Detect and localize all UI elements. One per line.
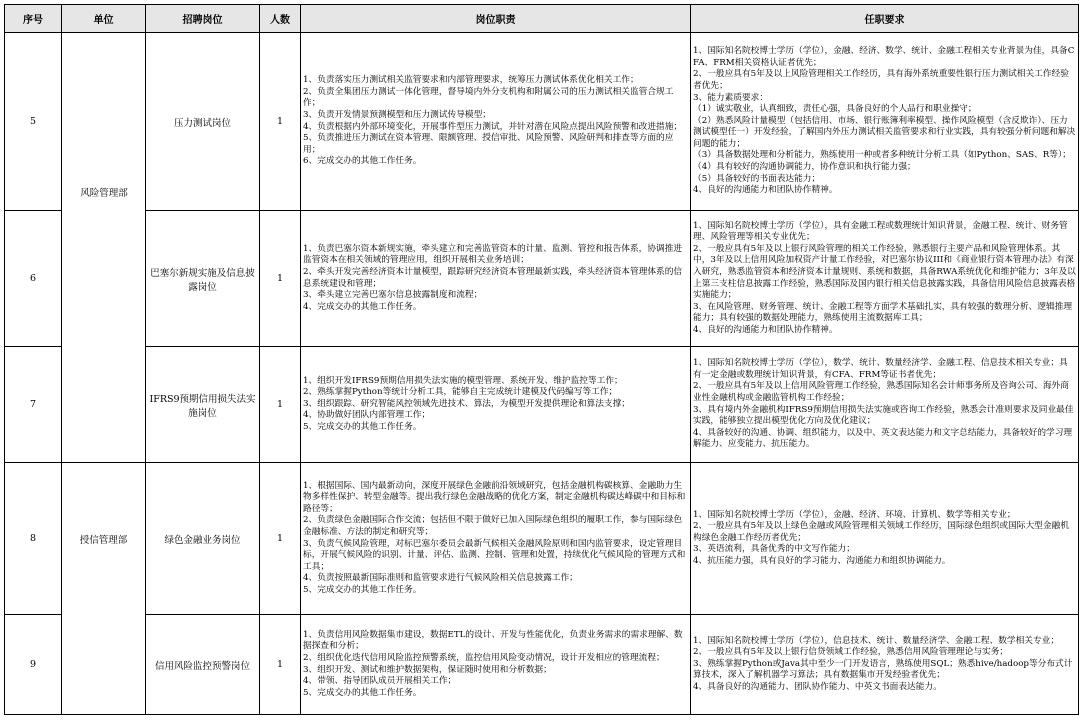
requirements-cell [691,33,1079,211]
seq-cell: 9 [5,615,62,715]
req-line: 1、国际知名院校博士学历（学位），金融、经济、数学、统计、金融工程相关专业背景为佳，具备CFA、FRM相关资格认证者优先； [693,46,1075,68]
req-line: 2、一般应具有5年及以上银行风险管理的相关工作经验，熟悉银行主要产品和风险管理体系。其中，3年及以上信用风险加权资产计量工作经验，对巴塞尔协议III和《商业银行资本管理办法》有深入研究，熟悉监管资本和经济资本计量规则、系统和数据，具备RWA系统优化和维护能力；3年及以上第三支柱信息披露工作经验，熟悉国际及国内银行相关信息披露实践，具备信用风险信息披露表格实施能力； [693,243,1076,301]
seq-cell: 6 [5,211,62,347]
header-unit: 单位 [62,5,146,33]
req-line: 4、抗压能力强，具有良好的学习能力、沟通能力和组织协调能力。 [693,555,951,566]
position-cell: 压力测试岗位 [146,33,260,211]
req-line: 4、具备较好的沟通、协调、组织能力，以及中、英文表达能力和文字总结能力，具备较好的学习理解能力、应变能力、抗压能力。 [693,427,1073,450]
duty-line: 3、组织跟踪、研究智能风控领域先进技术、算法，为模型开发提供理论和算法支撑； [303,398,630,409]
req-line: 2、一般应具有5年及以上绿色金融或风险管理相关领域工作经历，国际绿色组织或国际大型金融机构绿色金融工作经历者优先； [693,521,1069,543]
duty-line: 2、牵头开发完善经济资本计量模型，跟踪研究经济资本管理最新实践，牵头经济资本管理体系的信息系统建设和管理； [303,266,683,289]
req-line: 3、在风险管理、财务管理、统计、金融工程等方面学术基础扎实，具有较强的数理分析、逻辑推理能力；具有较强的数据处理能力，熟练使用主流数据库工具； [693,301,1073,324]
duty-line: 3、牵头建立完善巴塞尔信息披露制度和流程； [303,290,483,301]
duty-line: 3、组织开发、测试和维护数据架构，保证随时使用和分析数据； [303,664,552,675]
req-line: 1、国际知名院校博士学历（学位），金融、经济、环境、计算机、数学等相关专业； [693,509,1016,520]
table-row [5,347,1079,463]
duties-cell [301,615,691,715]
req-line: （4）具有较好的沟通协调能力，协作意识和执行能力强； [693,162,916,173]
duty-line: 5、完成交办的其他工作任务。 [303,421,422,432]
requirements-cell [691,347,1079,463]
duty-line: 2、负责全集团压力测试一体化管理，督导境内外分支机构和附属公司的压力测试相关监管合规工作； [303,86,674,109]
duties-cell [301,33,691,211]
header-seq: 序号 [5,5,62,33]
duty-line: 1、根据国际、国内最新动向，深度开展绿色金融前沿领域研究，包括金融机构碳核算、金融助力生物多样性保护、转型金融等。提出我行绿色金融战略的优化方案，制定金融机构碳达峰碳中和目标和路径等； [303,480,686,514]
position-cell: IFRS9预期信用损失法实施岗位 [146,347,260,463]
duty-line: 1、组织开发IFRS9预期信用损失法实施的模型管理、系统开发、维护监控等工作； [303,375,623,386]
seq-cell: 7 [5,347,62,463]
req-line: 4、具备良好的沟通能力、团队协作能力、中英文书面表达能力。 [693,681,942,692]
req-line: 1、国际知名院校博士学历（学位），数学、统计、数量经济学、金融工程、信息技术相关专业；具有一定金融或数理统计知识背景，有CFA、FRM等证书者优先； [693,358,1068,380]
req-line: 4、良好的沟通能力和团队协作精神。 [693,185,838,196]
table-row [5,211,1079,347]
duty-line: 5、完成交办的其他工作任务。 [303,584,422,595]
department-label: 风险管理部 [80,188,128,199]
requirements-cell [691,463,1079,615]
duties-cell [301,211,691,347]
table-row [5,463,1079,615]
count-cell: 1 [260,33,301,211]
duty-line: 2、熟练掌握Python等统计分析工具，能够自主完成统计建模及代码编写等工作； [303,387,618,398]
duty-line: 4、带领、指导团队成员开展相关工作； [303,676,457,687]
duty-line: 3、负责开发情景预测模型和压力测试传导模型； [303,109,491,120]
req-line: 2、一般应具有5年及以上信用风险管理工作经验，熟悉国际知名会计师事务所及咨询公司、海外商业性金融机构或金融监管机构工作经验； [693,381,1069,403]
duty-line: 1、负责落实压力测试相关监管要求和内部管理要求，统筹压力测试体系优化相关工作； [303,75,639,86]
seq-cell: 5 [5,33,62,211]
duty-line: 6、完成交办的其他工作任务。 [303,156,422,167]
table-row [5,33,1079,211]
count-cell: 1 [260,347,301,463]
header-duties: 岗位职责 [301,5,691,33]
duties-cell [301,463,691,615]
req-line: 1、国际知名院校博士学历（学位），具有金融工程或数理统计知识背景，金融工程、统计、财务管理、风险管理等相关专业优先； [693,220,1068,243]
header-requirements: 任职要求 [691,5,1079,33]
requirements-cell [691,211,1079,347]
duty-line: 2、负责绿色金融国际合作交流；包括但不限于做好已加入国际绿色组织的履职工作，参与国际绿色金融标准、方法的制定和研究等； [303,515,683,537]
table-row [5,615,1079,715]
duty-line: 1、负责信用风险数据集市建设，数据ETL的设计、开发与性能优化，负责业务需求的需求理解、数据探查和分析； [303,629,683,652]
req-line: 1、国际知名院校博士学历（学位），信息技术、统计、数量经济学、金融工程、数学相关专业； [693,635,1060,646]
req-line: 4、良好的沟通能力和团队协作精神。 [693,324,838,335]
duty-line: 4、负责按照最新国际准则和监管要求进行气候风险相关信息披露工作； [303,573,578,584]
count-cell: 1 [260,463,301,615]
position-cell: 绿色金融业务岗位 [146,463,260,615]
req-line: 3、具有境内外金融机构IFRS9预期信用损失法实施或咨询工作经验，熟悉会计准则要求及同业最佳实践，能够独立提出模型优化方向及优化建议； [693,404,1074,427]
req-line: （3）具备数据处理和分析能力，熟练使用一种或者多种统计分析工具（如Python、SAS、R等）； [693,150,1071,161]
req-line: 2、一般应具有5年及以上银行信贷领域工作经验，熟悉信用风险管理理论与实务； [693,647,1009,658]
seq-cell: 8 [5,463,62,615]
header-position: 招聘岗位 [146,5,260,33]
duty-line: 5、完成交办的其他工作任务。 [303,687,422,698]
req-line: 3、英语流利，具备优秀的中文写作能力； [693,544,855,555]
duties-cell [301,347,691,463]
count-cell: 1 [260,615,301,715]
duty-line: 1、负责巴塞尔资本新规实施，牵头建立和完善监管资本的计量、监测、管控和报告体系，协调推进监管资本在相关领域的管理应用，组织开展相关业务培训； [303,243,683,266]
duty-line: 3、负责气候风险管理，对标巴塞尔委员会最新气候相关金融风险原则和国内监管要求，设定管理目标，开展气候风险的识别、计量、评估、监测、控制、管理和处置，持续优化气候风险的管理方式和工具； [303,538,686,572]
department-cell-risk [62,33,146,463]
req-line: 3、能力素质要求： [693,92,769,103]
header-row [5,5,1079,33]
position-cell: 巴塞尔新规实施及信息披露岗位 [146,211,260,347]
duty-line: 2、组织优化迭代信用风险监控预警系统，监控信用风险变动情况，设计开发相应的管理流程； [303,652,665,663]
department-label: 授信管理部 [79,535,128,546]
header-count: 人数 [260,5,301,33]
department-label-risk-wrap [62,182,146,202]
duty-line: 4、完成交办的其他工作任务。 [303,301,422,312]
req-line: （1）诚实敬业，认真细致，责任心强，具备良好的个人品行和职业操守； [693,104,977,115]
req-line: 3、熟练掌握Python或Java其中至少一门开发语言，熟练使用SQL；熟悉hive/hadoop等分布式计算技术，深入了解机器学习算法；具有数据集市开发经验者优先； [693,658,1073,681]
req-line: （5）具备较好的书面表达能力； [693,173,821,184]
count-cell: 1 [260,211,301,347]
duty-line: 4、协助做好团队内部管理工作； [303,410,431,421]
duty-line: 4、负责根据内外部环境变化，开展事件型压力测试，并针对潜在风险点提出风险预警和改进措施； [303,121,683,132]
department-cell-credit [62,463,146,715]
requirements-cell [691,615,1079,715]
duty-line: 5、负责推进压力测试在资本管理、限额管理、授信审批、风险预警、风险研判和排查等方面的应用； [303,133,674,155]
req-line: （2）熟悉风险计量模型（包括信用、市场、银行账簿利率模型、操作风险模型（含反欺诈）、压力测试模型任一）开发经验，了解国内外压力测试相关监管要求和行业实践，具有较强分析问题和解决问题的能力； [693,115,1076,149]
recruitment-table [4,4,1079,715]
req-line: 2、一般应具有5年及以上风险管理相关工作经历，具有海外系统重要性银行压力测试相关工作经验者优先； [693,69,1069,91]
position-cell: 信用风险监控预警岗位 [146,615,260,715]
